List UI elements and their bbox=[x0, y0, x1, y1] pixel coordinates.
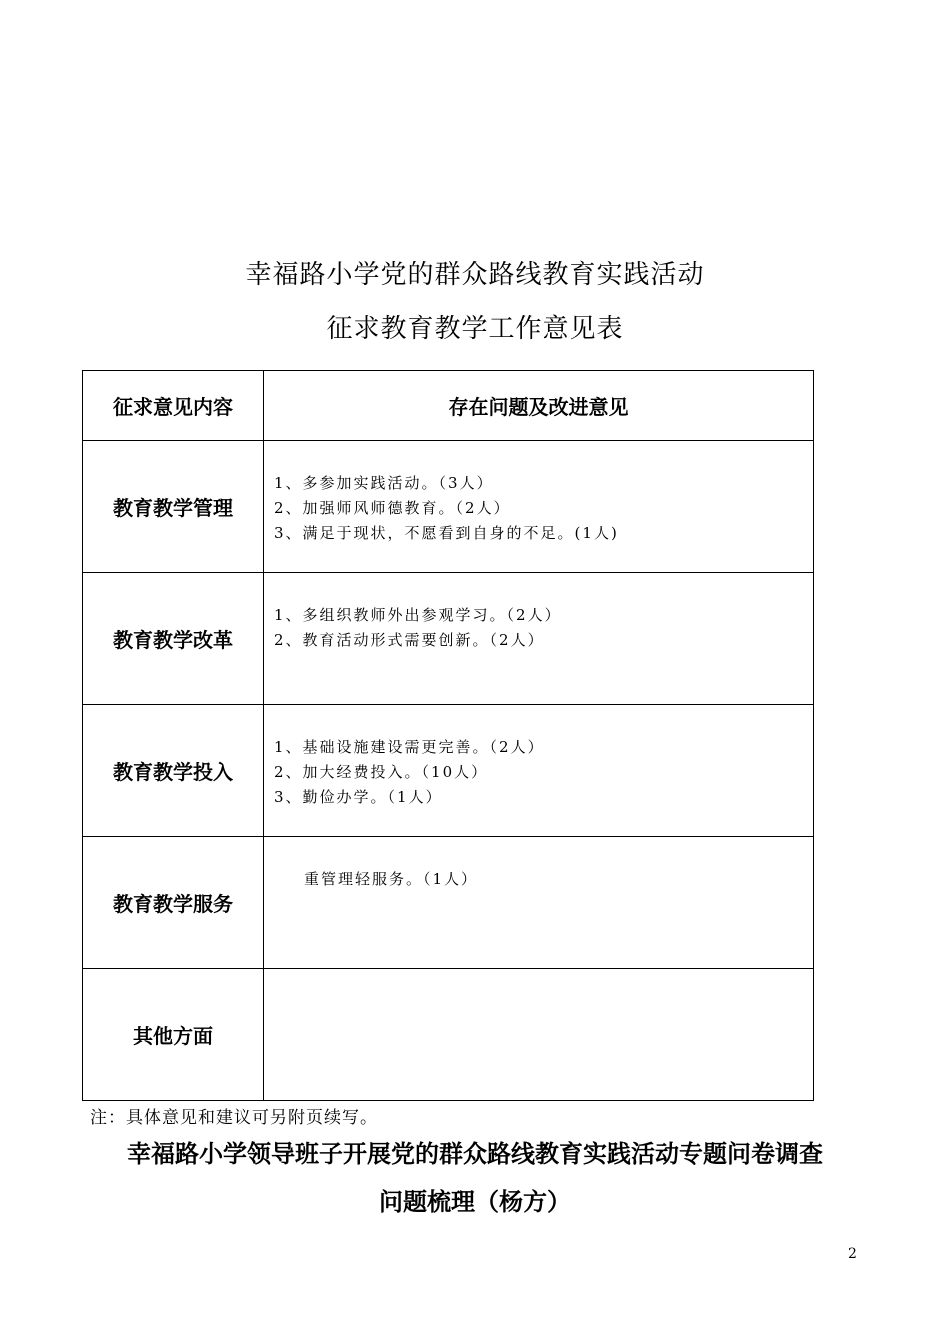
table-header-row bbox=[83, 371, 814, 441]
list-item: 1、基础设施建设需更完善。（2人） bbox=[274, 738, 545, 756]
table-row bbox=[83, 705, 814, 837]
list-item: 3、满足于现状，不愿看到自身的不足。(1人) bbox=[274, 524, 619, 542]
section-heading bbox=[0, 1130, 950, 1226]
list-item: 3、勤俭办学。（1人） bbox=[274, 788, 443, 806]
title-line-1: 幸福路小学党的群众路线教育实践活动 bbox=[245, 260, 705, 290]
table-footnote: 注：具体意见和建议可另附页续写。 bbox=[90, 1108, 378, 1128]
list-item: 2、加强师风师德教育。（2人） bbox=[274, 499, 511, 517]
title-line-2: 征求教育教学工作意见表 bbox=[326, 314, 624, 344]
section-heading-line-2: 问题梳理（杨方） bbox=[379, 1187, 571, 1216]
row-content-reform bbox=[264, 573, 814, 705]
row-label-reform: 教育教学改革 bbox=[83, 573, 264, 705]
document-title bbox=[0, 248, 950, 356]
table-row bbox=[83, 441, 814, 573]
row-content-investment bbox=[264, 705, 814, 837]
list-item: 重管理轻服务。（1人） bbox=[304, 870, 479, 888]
list-item: 2、加大经费投入。（10人） bbox=[274, 763, 489, 781]
row-label-service: 教育教学服务 bbox=[83, 837, 264, 969]
list-item: 1、多组织教师外出参观学习。（2人） bbox=[274, 606, 562, 624]
row-content-management bbox=[264, 441, 814, 573]
header-cell-issues: 存在问题及改进意见 bbox=[264, 371, 814, 441]
table-row bbox=[83, 573, 814, 705]
row-label-investment: 教育教学投入 bbox=[83, 705, 264, 837]
list-item: 1、多参加实践活动。（3人） bbox=[274, 474, 494, 492]
page-number: 2 bbox=[848, 1246, 857, 1262]
table-row bbox=[83, 969, 814, 1101]
list-item: 2、教育活动形式需要创新。（2人） bbox=[274, 631, 545, 649]
header-cell-content-category: 征求意见内容 bbox=[83, 371, 264, 441]
table-row bbox=[83, 837, 814, 969]
row-content-other bbox=[264, 969, 814, 1101]
row-label-other: 其他方面 bbox=[83, 969, 264, 1101]
opinion-table bbox=[82, 370, 814, 1101]
section-heading-line-1: 幸福路小学领导班子开展党的群众路线教育实践活动专题问卷调查 bbox=[127, 1139, 823, 1168]
row-label-management: 教育教学管理 bbox=[83, 441, 264, 573]
row-content-service bbox=[264, 837, 814, 969]
